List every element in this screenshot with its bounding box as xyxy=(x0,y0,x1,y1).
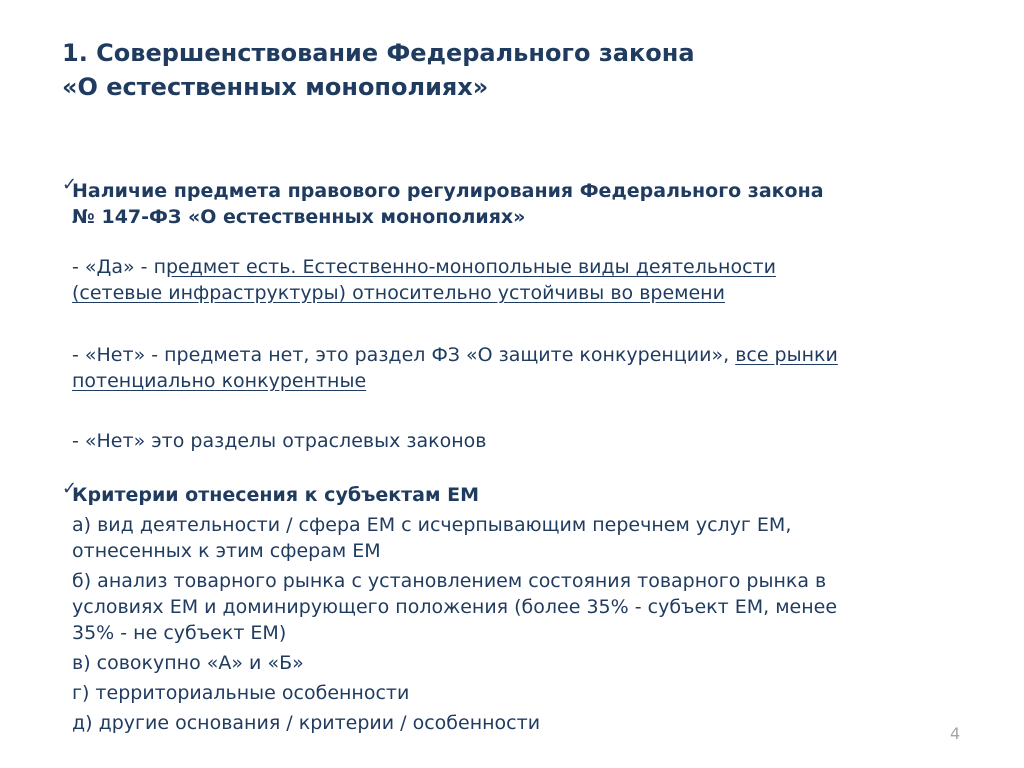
criteria-item-a-line-2: отнесенных к этим сферам ЕМ xyxy=(72,540,381,562)
answer-no-1-underlined-1: все рынки xyxy=(735,344,838,366)
section-1-heading-line-1: Наличие предмета правового регулирования Федерального закона xyxy=(72,180,824,202)
answer-yes-underlined-1: редмет есть. Естественно-монопольные виды деятельности xyxy=(166,256,776,278)
section-2-heading-text: Критерии отнесения к субъектам ЕМ xyxy=(72,484,480,506)
criteria-item-b-line-2: условиях ЕМ и доминирующего положения (более 35% - субъект ЕМ, менее xyxy=(72,596,838,618)
criteria-item-b-line-1: б) анализ товарного рынка с установлением состояния товарного рынка в xyxy=(72,570,827,592)
answer-no-1 xyxy=(62,342,972,394)
answer-yes-underlined-2: (сетевые инфраструктуры) относительно устойчивы во времени xyxy=(72,282,725,304)
criteria-item-b-line-3: 35% - не субъект ЕМ) xyxy=(72,622,287,644)
criteria-item-v-line-1: в) совокупно «А» и «Б» xyxy=(72,652,304,674)
section-2-heading xyxy=(62,478,972,508)
answer-no-2-text: - «Нет» это разделы отраслевых законов xyxy=(72,430,487,452)
title-line-1: 1. Совершенствование Федерального закона xyxy=(62,39,695,67)
criteria-item-a-line-1: а) вид деятельности / сфера ЕМ с исчерпывающим перечнем услуг ЕМ, xyxy=(72,514,792,536)
checkmark-icon: ✓ xyxy=(62,478,78,499)
criteria-item-b xyxy=(62,568,972,646)
section-1-heading xyxy=(62,174,972,230)
criteria-item-g xyxy=(62,680,972,706)
criteria-item-a xyxy=(62,512,972,564)
criteria-item-d-line-1: д) другие основания / критерии / особенности xyxy=(72,712,541,734)
criteria-item-g-line-1: г) территориальные особенности xyxy=(72,682,410,704)
section-1-heading-line-2: № 147-ФЗ «О естественных монополиях» xyxy=(72,206,526,228)
answer-no-1-underlined-2: потенциально конкурентные xyxy=(72,370,367,392)
answer-yes xyxy=(62,254,972,306)
answer-no-2 xyxy=(62,428,972,454)
criteria-item-d xyxy=(62,710,972,736)
slide-title xyxy=(62,36,962,104)
title-line-2: «О естественных монополиях» xyxy=(62,73,489,101)
answer-yes-prefix: - «Да» - п xyxy=(72,256,166,278)
criteria-item-v xyxy=(62,650,972,676)
answer-no-1-text: - «Нет» - предмета нет, это раздел ФЗ «О защите конкуренции», xyxy=(72,344,736,366)
checkmark-icon: ✓ xyxy=(62,174,78,195)
slide-body xyxy=(62,174,972,736)
page-number: 4 xyxy=(950,724,961,743)
